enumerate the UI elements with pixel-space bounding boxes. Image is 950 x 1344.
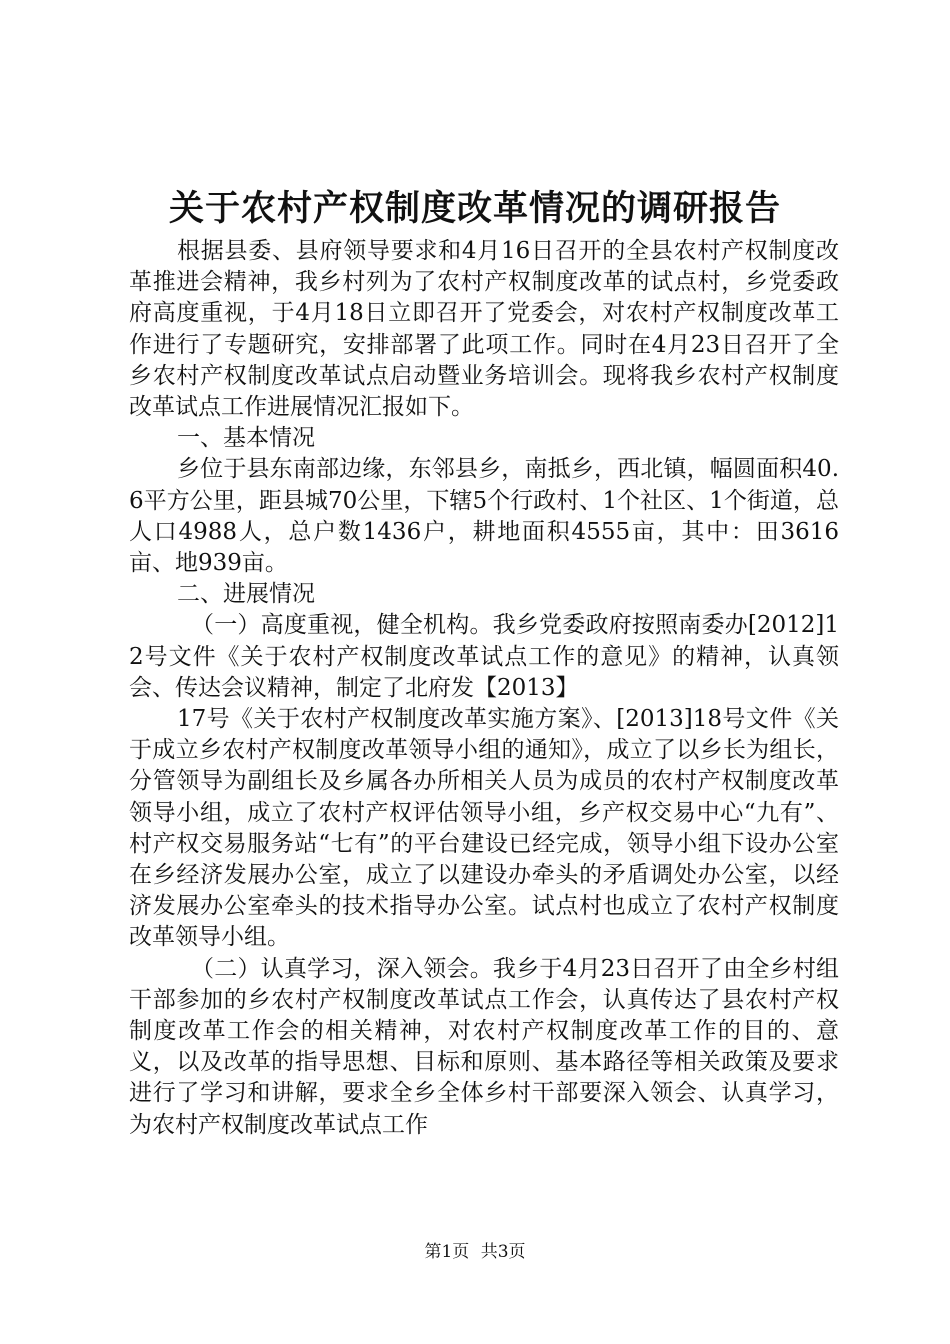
page-number: 第1页 — [424, 1242, 470, 1262]
paragraph-basic-situation: 乡位于县东南部边缘，东邻县乡，南抵乡，西北镇，幅圆面积40.6平方公里，距县城70公里，下辖5个行政村、1个社区、1个街道，总人口4988人，总户数1436户，耕地面积4555亩，其中：田3616亩、地939亩。 — [129, 456, 839, 577]
page-total: 共3页 — [480, 1242, 526, 1262]
document-body — [129, 236, 839, 1141]
document-title: 关于农村产权制度改革情况的调研报告 — [168, 189, 781, 229]
heading-basic-situation: 一、基本情况 — [177, 425, 315, 452]
paragraph-progress-1-cont: 17号《关于农村产权制度改革实施方案》、[2013]18号文件《关于成立乡农村产权制度改革领导小组的通知》，成立了以乡长为组长，分管领导为副组长及乡属各办所相关人员为成员的农村产权制度改革领导小组，成立了农村产权评估领导小组，乡产权交易中心“九有”、村产权交易服务站“七有”的平台建设已经完成，领导小组下设办公室在乡经济发展办公室，成立了以建设办牵头的矛盾调处办公室，以经济发展办公室牵头的技术指导办公室。试点村也成立了农村产权制度改革领导小组。 — [129, 706, 839, 951]
paragraph-intro: 根据县委、县府领导要求和4月16日召开的全县农村产权制度改革推进会精神，我乡村列为了农村产权制度改革的试点村，乡党委政府高度重视，于4月18日立即召开了党委会，对农村产权制度改革工作进行了专题研究，安排部署了此项工作。同时在4月23日召开了全乡农村产权制度改革试点启动暨业务培训会。现将我乡农村产权制度改革试点工作进展情况汇报如下。 — [129, 238, 839, 421]
paragraph-progress-2: （二）认真学习，深入领会。我乡于4月23日召开了由全乡村组干部参加的乡农村产权制度改革试点工作会，认真传达了县农村产权制度改革工作会的相关精神，对农村产权制度改革工作的目的、意义，以及改革的指导思想、目标和原则、基本路径等相关政策及要求进行了学习和讲解，要求全乡全体乡村干部要深入领会、认真学习，为农村产权制度改革试点工作 — [129, 955, 839, 1138]
page-footer — [0, 1240, 950, 1264]
paragraph-progress-1: （一）高度重视，健全机构。我乡党委政府按照南委办[2012]12号文件《关于农村产权制度改革试点工作的意见》的精神，认真领会、传达会议精神，制定了北府发【2013】 — [129, 612, 839, 701]
heading-progress: 二、进展情况 — [177, 581, 315, 608]
